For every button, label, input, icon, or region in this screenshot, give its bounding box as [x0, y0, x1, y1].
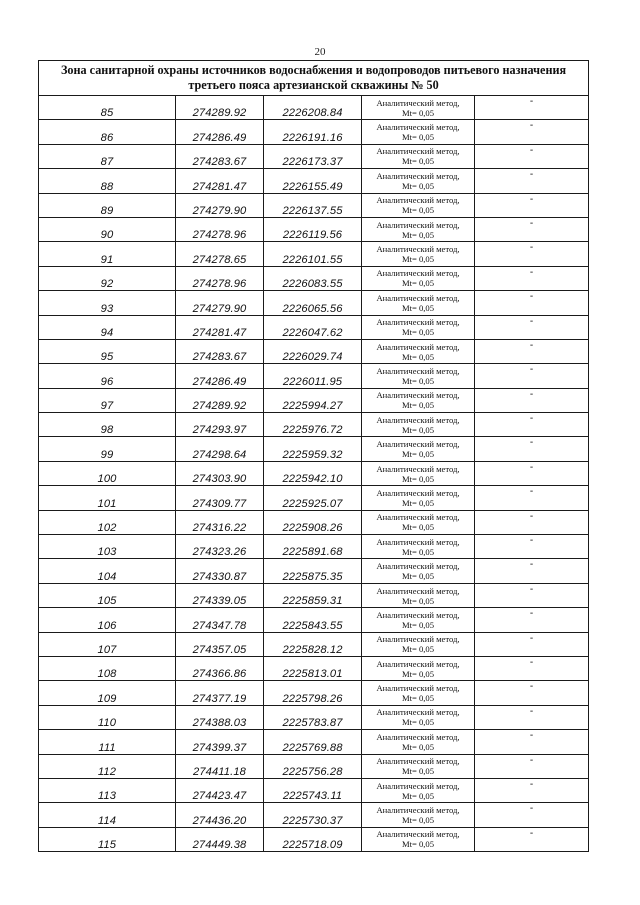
table-row — [39, 583, 589, 607]
table-row — [39, 242, 589, 266]
coord-y-cell: 2226065.56 — [264, 291, 362, 315]
method-label: Аналитический метод, — [376, 805, 460, 816]
table-row — [39, 339, 589, 363]
dash-cell: - — [475, 681, 589, 705]
coord-x-cell: 274278.65 — [176, 242, 264, 266]
method-label: Аналитический метод, — [376, 292, 460, 303]
coord-y-cell: 2225783.87 — [264, 705, 362, 729]
dash-cell: - — [475, 486, 589, 510]
dash-cell: - — [475, 242, 589, 266]
method-label: Аналитический метод, — [376, 463, 460, 474]
method-accuracy: Mt= 0,05 — [401, 815, 435, 826]
table-row — [39, 169, 589, 193]
coord-y-cell: 2225891.68 — [264, 535, 362, 559]
method-accuracy: Mt= 0,05 — [401, 693, 435, 704]
table-row — [39, 632, 589, 656]
coord-y-cell: 2226029.74 — [264, 339, 362, 363]
method-cell — [362, 193, 475, 217]
dash-cell: - — [475, 217, 589, 241]
method-accuracy: Mt= 0,05 — [401, 107, 435, 118]
method-label: Аналитический метод, — [376, 561, 460, 572]
coord-y-cell: 2225813.01 — [264, 656, 362, 680]
table-row — [39, 681, 589, 705]
table-body — [39, 61, 589, 852]
method-accuracy: Mt= 0,05 — [401, 473, 435, 484]
method-cell — [362, 510, 475, 534]
coord-x-cell: 274278.96 — [176, 217, 264, 241]
coord-x-cell: 274283.67 — [176, 144, 264, 168]
method-accuracy: Mt= 0,05 — [401, 546, 435, 557]
table-row — [39, 510, 589, 534]
dash-cell: - — [475, 364, 589, 388]
method-accuracy: Mt= 0,05 — [401, 449, 435, 460]
dash-cell: - — [475, 461, 589, 485]
coord-y-cell: 2225875.35 — [264, 559, 362, 583]
coord-x-cell: 274330.87 — [176, 559, 264, 583]
method-cell — [362, 730, 475, 754]
point-number-cell: 107 — [39, 632, 176, 656]
coord-y-cell: 2225843.55 — [264, 608, 362, 632]
method-cell — [362, 437, 475, 461]
coord-x-cell: 274283.67 — [176, 339, 264, 363]
dash-cell: - — [475, 656, 589, 680]
method-cell — [362, 461, 475, 485]
coord-y-cell: 2226137.55 — [264, 193, 362, 217]
coord-y-cell: 2225730.37 — [264, 803, 362, 827]
method-accuracy: Mt= 0,05 — [401, 790, 435, 801]
method-accuracy: Mt= 0,05 — [401, 595, 435, 606]
point-number-cell: 103 — [39, 535, 176, 559]
table-title-line-1: Зона санитарной охраны источников водоснабжения и водопроводов питьевого назначения — [60, 63, 567, 77]
point-number-cell: 97 — [39, 388, 176, 412]
coord-x-cell: 274423.47 — [176, 778, 264, 802]
dash-cell: - — [475, 803, 589, 827]
method-label: Аналитический метод, — [376, 268, 460, 279]
dash-cell: - — [475, 778, 589, 802]
point-number-cell: 109 — [39, 681, 176, 705]
method-cell — [362, 291, 475, 315]
dash-cell: - — [475, 193, 589, 217]
method-label: Аналитический метод, — [376, 170, 460, 181]
table-row — [39, 388, 589, 412]
coord-y-cell: 2225908.26 — [264, 510, 362, 534]
dash-cell: - — [475, 705, 589, 729]
table-title — [39, 61, 589, 96]
coord-y-cell: 2225718.09 — [264, 827, 362, 851]
dash-cell: - — [475, 120, 589, 144]
coord-x-cell: 274339.05 — [176, 583, 264, 607]
dash-cell: - — [475, 559, 589, 583]
method-accuracy: Mt= 0,05 — [401, 278, 435, 289]
method-label: Аналитический метод, — [376, 365, 460, 376]
table-row — [39, 827, 589, 851]
table-row — [39, 754, 589, 778]
method-cell — [362, 242, 475, 266]
method-label: Аналитический метод, — [376, 512, 460, 523]
dash-cell: - — [475, 510, 589, 534]
method-accuracy: Mt= 0,05 — [401, 400, 435, 411]
coord-y-cell: 2225994.27 — [264, 388, 362, 412]
method-cell — [362, 681, 475, 705]
coord-x-cell: 274279.90 — [176, 193, 264, 217]
table-row — [39, 656, 589, 680]
method-accuracy: Mt= 0,05 — [401, 424, 435, 435]
point-number-cell: 105 — [39, 583, 176, 607]
table-row — [39, 144, 589, 168]
coord-x-cell: 274377.19 — [176, 681, 264, 705]
method-cell — [362, 169, 475, 193]
coord-x-cell: 274449.38 — [176, 827, 264, 851]
point-number-cell: 111 — [39, 730, 176, 754]
method-accuracy: Mt= 0,05 — [401, 205, 435, 216]
point-number-cell: 108 — [39, 656, 176, 680]
point-number-cell: 100 — [39, 461, 176, 485]
point-number-cell: 106 — [39, 608, 176, 632]
method-accuracy: Mt= 0,05 — [401, 156, 435, 167]
coord-x-cell: 274286.49 — [176, 364, 264, 388]
coord-y-cell: 2226047.62 — [264, 315, 362, 339]
coord-x-cell: 274289.92 — [176, 388, 264, 412]
dash-cell: - — [475, 413, 589, 437]
method-label: Аналитический метод, — [376, 439, 460, 450]
method-label: Аналитический метод, — [376, 658, 460, 669]
table-row — [39, 461, 589, 485]
method-accuracy: Mt= 0,05 — [401, 375, 435, 386]
method-label: Аналитический метод, — [376, 414, 460, 425]
point-number-cell: 89 — [39, 193, 176, 217]
method-label: Аналитический метод, — [376, 707, 460, 718]
method-accuracy: Mt= 0,05 — [401, 717, 435, 728]
method-label: Аналитический метод, — [376, 146, 460, 157]
coord-x-cell: 274286.49 — [176, 120, 264, 144]
method-cell — [362, 96, 475, 120]
coord-y-cell: 2225828.12 — [264, 632, 362, 656]
coord-x-cell: 274298.64 — [176, 437, 264, 461]
point-number-cell: 95 — [39, 339, 176, 363]
dash-cell: - — [475, 339, 589, 363]
coord-x-cell: 274411.18 — [176, 754, 264, 778]
table-row — [39, 120, 589, 144]
method-cell — [362, 778, 475, 802]
method-label: Аналитический метод, — [376, 829, 460, 840]
method-cell — [362, 559, 475, 583]
table-row — [39, 608, 589, 632]
method-cell — [362, 535, 475, 559]
coordinates-table — [38, 60, 589, 852]
coord-x-cell: 274281.47 — [176, 315, 264, 339]
dash-cell: - — [475, 535, 589, 559]
coord-x-cell: 274399.37 — [176, 730, 264, 754]
table-row — [39, 96, 589, 120]
coord-y-cell: 2226101.55 — [264, 242, 362, 266]
method-cell — [362, 705, 475, 729]
method-accuracy: Mt= 0,05 — [401, 327, 435, 338]
table-row — [39, 803, 589, 827]
table-row — [39, 266, 589, 290]
point-number-cell: 101 — [39, 486, 176, 510]
coord-x-cell: 274289.92 — [176, 96, 264, 120]
coord-x-cell: 274316.22 — [176, 510, 264, 534]
coord-y-cell: 2226119.56 — [264, 217, 362, 241]
table-title-line-2: третьего пояса артезианской скважины № 50 — [188, 78, 439, 92]
method-label: Аналитический метод, — [376, 390, 460, 401]
dash-cell: - — [475, 266, 589, 290]
point-number-cell: 114 — [39, 803, 176, 827]
method-cell — [362, 217, 475, 241]
method-label: Аналитический метод, — [376, 756, 460, 767]
coord-y-cell: 2226155.49 — [264, 169, 362, 193]
method-label: Аналитический метод, — [376, 341, 460, 352]
method-label: Аналитический метод, — [376, 487, 460, 498]
method-cell — [362, 388, 475, 412]
dash-cell: - — [475, 144, 589, 168]
coord-x-cell: 274347.78 — [176, 608, 264, 632]
method-cell — [362, 827, 475, 851]
method-cell — [362, 656, 475, 680]
page-number: 20 — [314, 46, 326, 58]
coord-x-cell: 274293.97 — [176, 413, 264, 437]
point-number-cell: 115 — [39, 827, 176, 851]
point-number-cell: 94 — [39, 315, 176, 339]
method-accuracy: Mt= 0,05 — [401, 132, 435, 143]
coord-x-cell: 274303.90 — [176, 461, 264, 485]
coord-y-cell: 2225942.10 — [264, 461, 362, 485]
coord-x-cell: 274388.03 — [176, 705, 264, 729]
method-cell — [362, 486, 475, 510]
method-cell — [362, 120, 475, 144]
coord-x-cell: 274279.90 — [176, 291, 264, 315]
dash-cell: - — [475, 583, 589, 607]
method-cell — [362, 266, 475, 290]
table-title-row — [39, 61, 589, 96]
method-accuracy: Mt= 0,05 — [401, 522, 435, 533]
method-cell — [362, 339, 475, 363]
method-label: Аналитический метод, — [376, 244, 460, 255]
method-cell — [362, 754, 475, 778]
dash-cell: - — [475, 96, 589, 120]
method-accuracy: Mt= 0,05 — [401, 668, 435, 679]
coord-y-cell: 2225925.07 — [264, 486, 362, 510]
coord-y-cell: 2225959.32 — [264, 437, 362, 461]
method-accuracy: Mt= 0,05 — [401, 229, 435, 240]
method-accuracy: Mt= 0,05 — [401, 351, 435, 362]
table-row — [39, 291, 589, 315]
method-label: Аналитический метод, — [376, 195, 460, 206]
point-number-cell: 96 — [39, 364, 176, 388]
method-label: Аналитический метод, — [376, 122, 460, 133]
method-label: Аналитический метод, — [376, 683, 460, 694]
table-row — [39, 413, 589, 437]
method-label: Аналитический метод, — [376, 536, 460, 547]
point-number-cell: 110 — [39, 705, 176, 729]
method-cell — [362, 144, 475, 168]
point-number-cell: 85 — [39, 96, 176, 120]
coord-x-cell: 274357.05 — [176, 632, 264, 656]
coord-y-cell: 2225798.26 — [264, 681, 362, 705]
table-row — [39, 535, 589, 559]
coord-x-cell: 274309.77 — [176, 486, 264, 510]
method-accuracy: Mt= 0,05 — [401, 619, 435, 630]
method-label: Аналитический метод, — [376, 219, 460, 230]
coord-y-cell: 2226173.37 — [264, 144, 362, 168]
coord-x-cell: 274323.26 — [176, 535, 264, 559]
method-cell — [362, 315, 475, 339]
method-accuracy: Mt= 0,05 — [401, 180, 435, 191]
table-row — [39, 364, 589, 388]
method-label: Аналитический метод, — [376, 97, 460, 108]
method-label: Аналитический метод, — [376, 609, 460, 620]
dash-cell: - — [475, 608, 589, 632]
method-accuracy: Mt= 0,05 — [401, 571, 435, 582]
dash-cell: - — [475, 169, 589, 193]
method-accuracy: Mt= 0,05 — [401, 644, 435, 655]
table-row — [39, 730, 589, 754]
point-number-cell: 91 — [39, 242, 176, 266]
coord-y-cell: 2226083.55 — [264, 266, 362, 290]
coord-y-cell: 2226011.95 — [264, 364, 362, 388]
table-row — [39, 437, 589, 461]
coord-x-cell: 274436.20 — [176, 803, 264, 827]
dash-cell: - — [475, 388, 589, 412]
point-number-cell: 90 — [39, 217, 176, 241]
method-cell — [362, 364, 475, 388]
method-cell — [362, 608, 475, 632]
method-accuracy: Mt= 0,05 — [401, 839, 435, 850]
dash-cell: - — [475, 437, 589, 461]
method-accuracy: Mt= 0,05 — [401, 741, 435, 752]
coord-y-cell: 2225743.11 — [264, 778, 362, 802]
dash-cell: - — [475, 291, 589, 315]
point-number-cell: 98 — [39, 413, 176, 437]
method-label: Аналитический метод, — [376, 780, 460, 791]
coord-y-cell: 2226208.84 — [264, 96, 362, 120]
point-number-cell: 99 — [39, 437, 176, 461]
dash-cell: - — [475, 730, 589, 754]
method-accuracy: Mt= 0,05 — [401, 766, 435, 777]
table-row — [39, 217, 589, 241]
method-label: Аналитический метод, — [376, 731, 460, 742]
dash-cell: - — [475, 754, 589, 778]
dash-cell: - — [475, 315, 589, 339]
method-cell — [362, 413, 475, 437]
dash-cell: - — [475, 632, 589, 656]
point-number-cell: 113 — [39, 778, 176, 802]
point-number-cell: 112 — [39, 754, 176, 778]
coord-x-cell: 274278.96 — [176, 266, 264, 290]
method-accuracy: Mt= 0,05 — [401, 497, 435, 508]
table-row — [39, 486, 589, 510]
point-number-cell: 93 — [39, 291, 176, 315]
point-number-cell: 88 — [39, 169, 176, 193]
coord-y-cell: 2225859.31 — [264, 583, 362, 607]
coord-y-cell: 2225756.28 — [264, 754, 362, 778]
point-number-cell: 87 — [39, 144, 176, 168]
table-row — [39, 193, 589, 217]
table-row — [39, 778, 589, 802]
method-accuracy: Mt= 0,05 — [401, 254, 435, 265]
coord-y-cell: 2225769.88 — [264, 730, 362, 754]
coord-y-cell: 2226191.16 — [264, 120, 362, 144]
method-cell — [362, 632, 475, 656]
method-cell — [362, 583, 475, 607]
point-number-cell: 104 — [39, 559, 176, 583]
method-label: Аналитический метод, — [376, 317, 460, 328]
dash-cell: - — [475, 827, 589, 851]
point-number-cell: 86 — [39, 120, 176, 144]
method-cell — [362, 803, 475, 827]
point-number-cell: 92 — [39, 266, 176, 290]
coord-x-cell: 274281.47 — [176, 169, 264, 193]
coord-x-cell: 274366.86 — [176, 656, 264, 680]
method-label: Аналитический метод, — [376, 634, 460, 645]
method-accuracy: Mt= 0,05 — [401, 302, 435, 313]
point-number-cell: 102 — [39, 510, 176, 534]
table-row — [39, 559, 589, 583]
coord-y-cell: 2225976.72 — [264, 413, 362, 437]
method-label: Аналитический метод, — [376, 585, 460, 596]
table-row — [39, 315, 589, 339]
table-row — [39, 705, 589, 729]
